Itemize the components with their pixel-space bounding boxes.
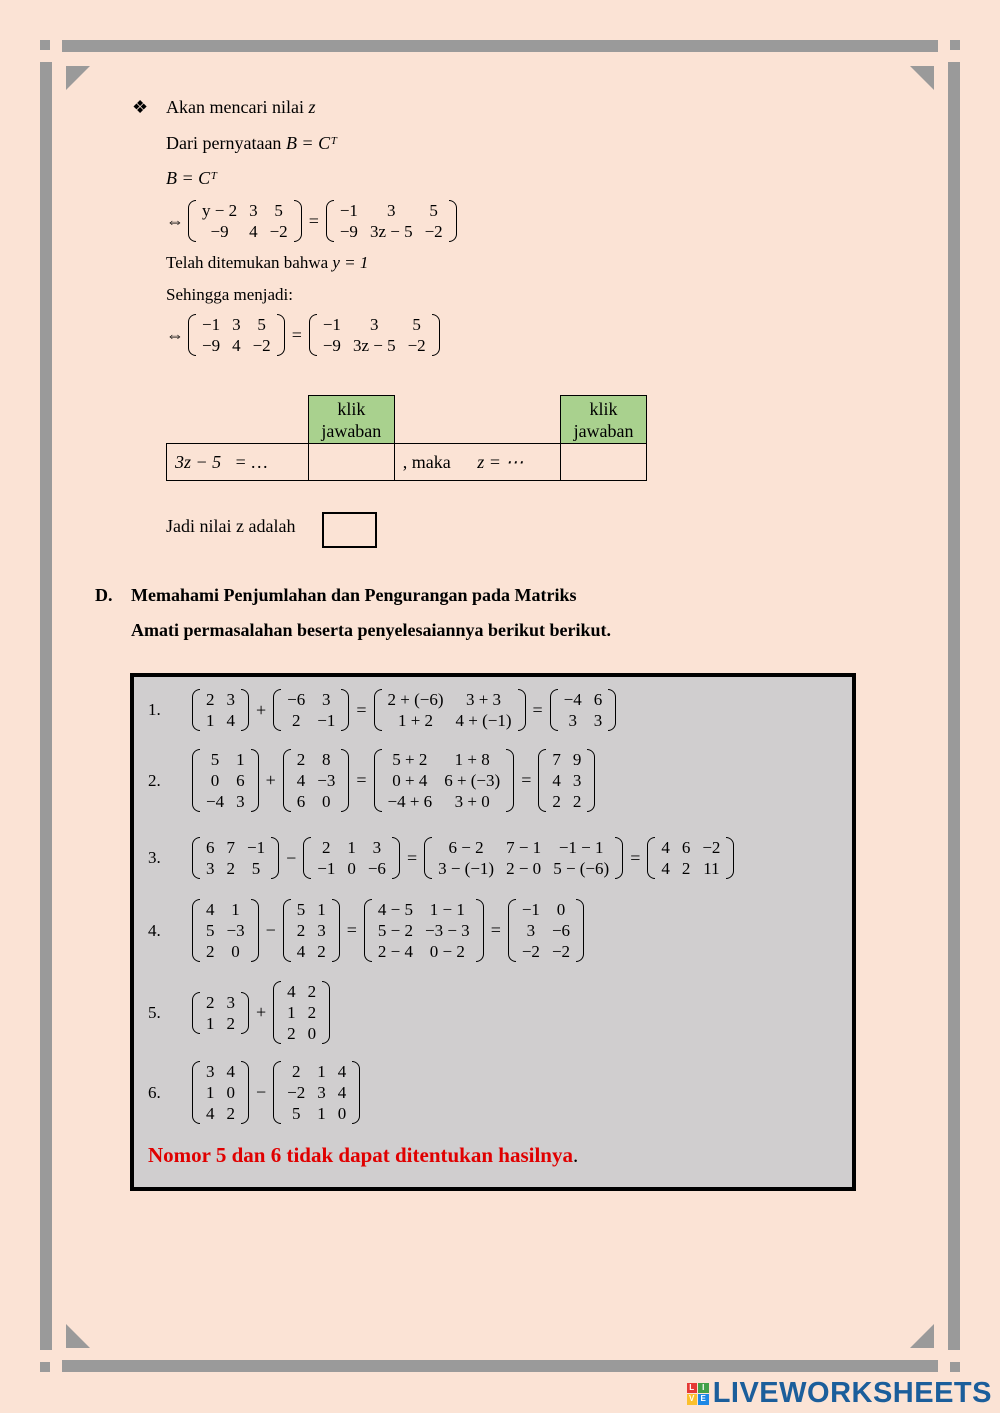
matrix-cell: 5 + 2 <box>392 750 428 769</box>
bracket-right <box>332 899 340 962</box>
equals-sign: = <box>356 770 367 790</box>
bracket-right <box>251 899 259 962</box>
matrix-cell: −1 <box>247 838 266 857</box>
liveworksheets-logo <box>687 1377 992 1410</box>
matrix-cell: −2 <box>269 222 288 241</box>
matrix-cell: 1 <box>317 1104 326 1123</box>
matrix-cell: 3 <box>322 690 331 709</box>
matrix-cell: 2 − 4 <box>377 942 413 961</box>
bracket-left <box>424 837 432 879</box>
matrix-cell: 4 <box>661 859 670 878</box>
bracket-right <box>271 837 279 879</box>
bracket-left <box>364 899 372 962</box>
matrix-cell: 2 <box>226 859 235 878</box>
matrix-b <box>303 837 400 879</box>
matrix-b-substituted <box>188 314 285 356</box>
matrix-cell: 1 <box>206 1013 215 1033</box>
matrix-cell: −1 <box>339 201 358 220</box>
matrix-cell: 5 <box>296 900 306 919</box>
answer-input-2[interactable] <box>561 444 647 481</box>
operator-sign: + <box>256 699 267 720</box>
matrix-b-left <box>188 200 302 242</box>
matrix-cell: 4 − 5 <box>377 900 413 919</box>
matrix-cell: −2 <box>551 942 571 961</box>
matrix-cell: 6 <box>236 771 245 790</box>
matrix-cell: 4 <box>661 838 670 857</box>
bracket-left <box>374 749 382 812</box>
matrix-cell: 4 <box>337 1062 347 1081</box>
found-equation: y = 1 <box>332 253 369 272</box>
matrix-cell: 3 + 3 <box>465 690 502 709</box>
matrix-c <box>374 749 515 812</box>
bracket-left <box>283 749 291 812</box>
matrix-cell: 6 <box>681 838 691 857</box>
equals-sign: = <box>356 699 367 720</box>
equals-sign: = <box>406 847 418 868</box>
equation-2 <box>166 314 440 356</box>
bracket-right <box>251 749 259 812</box>
bracket-left <box>538 749 546 812</box>
frame-triangle-br <box>910 1324 934 1348</box>
section-d-subtitle: Amati permasalahan beserta penyelesaiannya berikut berikut. <box>131 620 612 640</box>
from-statement <box>166 132 337 154</box>
matrix-cell: −3 − 3 <box>425 921 470 940</box>
logo-text: LIVEWORKSHEETS <box>712 1377 992 1409</box>
matrix-cell: 0 <box>337 1104 347 1123</box>
from-label: Dari pernyataan <box>166 133 282 153</box>
frame-left <box>40 62 52 1350</box>
matrix-cell: 3 <box>372 838 382 857</box>
bracket-right <box>241 1061 249 1124</box>
frame-triangle-tr <box>910 66 934 90</box>
matrix-cell: 5 <box>251 859 261 878</box>
matrix-cell: 3 <box>226 992 235 1012</box>
problem-5 <box>148 981 330 1044</box>
bullet-icon: ❖ <box>132 97 149 117</box>
frame-triangle-bl <box>66 1324 90 1348</box>
so-text: Sehingga menjadi: <box>166 285 294 304</box>
matrix-cell: 6 <box>296 792 306 811</box>
bracket-right <box>587 749 595 812</box>
matrix-cell: −4 <box>206 792 225 811</box>
matrix-cell: 2 <box>287 1024 296 1043</box>
found-statement <box>166 252 368 274</box>
equals-sign: = <box>521 770 532 790</box>
frame-top <box>62 40 938 52</box>
matrix-cell: 3 <box>206 859 215 878</box>
matrix-cell: −2 <box>424 222 443 241</box>
answer-table <box>166 395 647 481</box>
frame-right <box>948 62 960 1350</box>
bracket-left <box>326 200 334 242</box>
equation-1 <box>166 200 457 242</box>
bracket-left <box>303 837 311 879</box>
conclusion-input[interactable] <box>322 512 377 548</box>
matrix-cell: 5 <box>429 201 438 220</box>
matrix-cell: 1 <box>231 900 240 919</box>
equals-sign: = <box>630 847 641 868</box>
matrix-cell: 4 <box>226 1062 235 1081</box>
matrix-cell: 5 − 2 <box>377 921 413 940</box>
bracket-right <box>615 837 623 879</box>
matrix-cell: 5 <box>210 750 220 769</box>
bracket-left <box>550 689 558 731</box>
problem-number: 4. <box>148 920 161 940</box>
expr-left-cell <box>167 444 309 481</box>
matrix-cell: −1 <box>521 900 540 919</box>
equals-sign: = <box>532 699 543 720</box>
liveworksheets-logo-icon: L I V E <box>687 1383 709 1405</box>
matrix-cell: −1 <box>317 859 336 878</box>
matrix-cell: 7 <box>552 750 561 769</box>
operator-sign: − <box>286 847 297 868</box>
matrix-d <box>508 899 584 962</box>
problem-4 <box>148 899 584 962</box>
bracket-left <box>192 837 200 879</box>
bracket-right <box>608 689 616 731</box>
matrix-cell: 3 <box>317 1083 326 1102</box>
bracket-left <box>188 314 196 356</box>
matrix-cell: 5 <box>206 921 215 940</box>
bracket-right <box>277 314 285 356</box>
matrix-cell: 8 <box>322 750 331 769</box>
matrix-cell: 4 <box>296 771 306 790</box>
matrix-cell: 4 <box>249 222 258 241</box>
matrix-a <box>192 837 279 879</box>
bracket-left <box>273 981 281 1044</box>
matrix-d <box>550 689 617 731</box>
matrix-d <box>538 749 595 812</box>
matrix-cell: 0 <box>226 1083 235 1102</box>
bracket-right <box>241 689 249 731</box>
matrix-ct-right-2 <box>309 314 440 356</box>
bracket-right <box>518 689 526 731</box>
expr-right-cell <box>394 444 560 481</box>
matrix-cell: 7 − 1 <box>506 838 542 857</box>
equals-sign: = <box>346 920 357 940</box>
bracket-right <box>576 899 584 962</box>
matrix-cell: 6 <box>593 690 603 709</box>
matrix-cell: −9 <box>202 336 221 355</box>
note-main: Nomor 5 dan 6 tidak dapat ditentukan hasilnya <box>148 1143 573 1167</box>
matrix-cell: −4 <box>563 690 582 709</box>
equals-sign: = <box>308 210 319 231</box>
matrix-cell: 0 <box>307 1024 317 1043</box>
bracket-left <box>647 837 655 879</box>
matrix-cell: 0 <box>210 771 220 790</box>
matrix-cell: 4 <box>287 982 296 1001</box>
problem-number: 3. <box>148 848 161 867</box>
matrix-cell: 7 <box>226 838 235 857</box>
found-text: Telah ditemukan bahwa <box>166 253 329 272</box>
matrix-cell: 3 <box>249 201 258 220</box>
operator-sign: + <box>256 1002 267 1022</box>
matrix-cell: 6 + (−3) <box>444 771 501 790</box>
matrix-cell: 3 <box>232 315 241 334</box>
matrix-cell: 1 <box>317 1062 326 1081</box>
bracket-right <box>341 689 349 731</box>
matrix-ct-right <box>326 200 457 242</box>
matrix-cell: 4 <box>226 711 235 730</box>
matrix-cell: 4 + (−1) <box>455 711 512 730</box>
matrix-cell: 1 <box>236 750 245 769</box>
matrix-cell: 2 <box>296 921 306 940</box>
matrix-cell: 5 <box>257 315 266 334</box>
from-equation: B = Cᵀ <box>285 133 338 153</box>
bracket-left <box>374 689 382 731</box>
problem-2 <box>148 749 595 812</box>
frame-bottom <box>62 1360 938 1372</box>
bracket-left <box>192 992 200 1034</box>
matrix-cell: −9 <box>339 222 358 241</box>
find-z-heading <box>166 96 315 118</box>
matrix-cell: 2 <box>226 1013 235 1033</box>
iff-symbol-2: ⇔ <box>166 324 184 345</box>
frame-corner-br <box>950 1362 960 1372</box>
equals-sign: = <box>490 920 501 940</box>
matrix-b <box>283 899 340 962</box>
matrix-cell: 1 <box>287 1003 296 1022</box>
bracket-right <box>449 200 457 242</box>
matrix-cell: −2 <box>287 1083 306 1102</box>
matrix-a <box>192 899 259 962</box>
bracket-left <box>283 899 291 962</box>
matrix-cell: 6 − 2 <box>448 838 484 857</box>
bracket-left <box>192 1061 200 1124</box>
problem-number: 2. <box>148 770 161 790</box>
maka-text: , maka <box>402 451 451 472</box>
matrix-cell: 1 − 1 <box>429 900 465 919</box>
matrix-cell: 0 + 4 <box>392 771 428 790</box>
matrix-c <box>364 899 484 962</box>
matrix-b <box>283 749 350 812</box>
matrix-cell: 2 <box>322 838 331 857</box>
problem-6 <box>148 1061 360 1124</box>
operator-sign: − <box>265 920 276 940</box>
bracket-left <box>508 899 516 962</box>
bracket-right <box>392 837 400 879</box>
matrix-cell: 0 <box>322 792 331 811</box>
matrix-cell: 3 <box>317 921 326 940</box>
klik-jawaban-button-2[interactable]: klik jawaban <box>561 396 647 444</box>
matrix-cell: −2 <box>702 838 721 857</box>
matrix-cell: −1 <box>322 315 341 334</box>
matrix-b <box>273 689 349 731</box>
matrix-cell: 3 <box>226 690 235 709</box>
frame-corner-bl <box>40 1362 50 1372</box>
matrix-cell: 9 <box>572 750 582 769</box>
bracket-right <box>432 314 440 356</box>
matrix-cell: 4 <box>552 771 561 790</box>
bracket-right <box>294 200 302 242</box>
operator-sign: + <box>265 770 276 790</box>
matrix-cell: 3z − 5 <box>352 336 396 355</box>
bracket-right <box>352 1061 360 1124</box>
matrix-cell: −3 <box>226 921 245 940</box>
matrix-cell: 2 <box>291 711 301 730</box>
bracket-right <box>322 981 330 1044</box>
problem-number: 5. <box>148 1002 161 1022</box>
bracket-left <box>273 689 281 731</box>
section-d-letter: D. <box>95 585 113 605</box>
matrix-cell: −9 <box>322 336 341 355</box>
matrix-cell: 4 <box>232 336 241 355</box>
matrix-cell: 3 <box>206 1062 215 1081</box>
matrix-cell: −1 − 1 <box>558 838 604 857</box>
matrix-d <box>647 837 734 879</box>
matrix-cell: −3 <box>317 771 336 790</box>
matrix-cell: 2 − 0 <box>506 859 542 878</box>
matrix-cell: 2 + (−6) <box>387 690 444 709</box>
bracket-right <box>506 749 514 812</box>
matrix-a <box>192 1061 249 1124</box>
matrix-cell: 4 <box>206 1104 215 1123</box>
matrix-cell: 2 <box>226 1104 235 1123</box>
matrix-cell: 1 <box>317 900 326 919</box>
find-z-heading-text: Akan mencari nilai <box>166 97 304 117</box>
matrix-cell: 2 <box>206 942 215 961</box>
matrix-cell: 11 <box>703 859 720 878</box>
problem-number: 6. <box>148 1082 161 1102</box>
matrix-cell: 5 <box>412 315 421 334</box>
matrix-cell: 5 − (−6) <box>553 859 610 878</box>
klik-jawaban-button-1[interactable]: klik jawaban <box>308 396 394 444</box>
matrix-cell: 2 <box>206 690 215 709</box>
frame-corner-tr <box>950 40 960 50</box>
matrix-cell: 1 <box>206 1083 215 1102</box>
frame-triangle-tl <box>66 66 90 90</box>
matrix-b <box>273 981 330 1044</box>
conclusion-label: Jadi nilai z adalah <box>166 516 296 536</box>
matrix-cell: 5 <box>291 1104 301 1123</box>
matrix-a <box>192 749 259 812</box>
matrix-cell: y − 2 <box>202 201 238 220</box>
matrix-c <box>424 837 623 879</box>
bracket-left <box>192 899 200 962</box>
bracket-right <box>476 899 484 962</box>
note-period: . <box>572 1143 579 1167</box>
b-equals-ct: B = Cᵀ <box>166 168 218 188</box>
matrix-cell: 3 <box>593 711 603 730</box>
bracket-left <box>192 749 200 812</box>
expr-left-eq: = … <box>235 451 269 472</box>
expr-left: 3z − 5 <box>175 451 222 472</box>
matrix-a <box>192 689 249 731</box>
section-d-title: Memahami Penjumlahan dan Pengurangan pada Matriks <box>131 585 577 605</box>
frame-corner-tl <box>40 40 50 50</box>
problem-number: 1. <box>148 700 161 719</box>
matrix-cell: −2 <box>252 336 271 355</box>
matrix-cell: 1 <box>206 711 215 730</box>
matrix-cell: 0 <box>556 900 566 919</box>
equals-sign-2: = <box>291 324 302 345</box>
matrix-b <box>273 1061 360 1124</box>
matrix-cell: 3 + 0 <box>454 792 490 811</box>
problem-3 <box>148 837 734 879</box>
matrix-cell: 3z − 5 <box>369 222 413 241</box>
matrix-cell: 1 <box>347 838 356 857</box>
matrix-cell: −2 <box>407 336 426 355</box>
matrix-cell: 2 <box>291 1062 301 1081</box>
matrix-cell: 1 + 2 <box>397 711 434 730</box>
matrix-cell: −1 <box>317 711 336 730</box>
matrix-cell: 4 <box>337 1083 347 1102</box>
find-z-heading-var: z <box>308 97 316 117</box>
operator-sign: − <box>256 1082 267 1102</box>
bracket-left <box>273 1061 281 1124</box>
matrix-cell: 2 <box>317 942 326 961</box>
examples-panel <box>130 673 856 1191</box>
bracket-right <box>241 992 249 1034</box>
problem-1 <box>148 689 616 731</box>
iff-symbol: ⇔ <box>166 210 184 231</box>
matrix-cell: 5 <box>274 201 283 220</box>
matrix-cell: 2 <box>206 992 215 1012</box>
matrix-cell: 3 − (−1) <box>438 859 495 878</box>
matrix-c <box>374 689 526 731</box>
matrix-cell: 1 + 8 <box>454 750 490 769</box>
matrix-cell: 0 <box>231 942 240 961</box>
matrix-cell: 3 <box>526 921 536 940</box>
bracket-right <box>341 749 349 812</box>
matrix-a <box>192 992 249 1034</box>
matrix-cell: 2 <box>307 1003 317 1022</box>
matrix-cell: 0 <box>347 859 356 878</box>
matrix-cell: 3 <box>387 201 396 220</box>
matrix-cell: −1 <box>202 315 221 334</box>
matrix-cell: 2 <box>552 792 561 811</box>
matrix-cell: 2 <box>296 750 306 769</box>
matrix-cell: 3 <box>572 771 582 790</box>
matrix-cell: 2 <box>307 982 317 1001</box>
matrix-cell: −6 <box>287 690 306 709</box>
bracket-left <box>188 200 196 242</box>
matrix-cell: −6 <box>367 859 386 878</box>
matrix-cell: −4 + 6 <box>387 792 433 811</box>
matrix-cell: 3 <box>370 315 379 334</box>
bracket-right <box>726 837 734 879</box>
bracket-left <box>309 314 317 356</box>
matrix-cell: −2 <box>521 942 540 961</box>
expr-right: z = ⋯ <box>477 451 524 472</box>
matrix-cell: 6 <box>206 838 215 857</box>
matrix-cell: 3 <box>568 711 577 730</box>
matrix-cell: 4 <box>296 942 306 961</box>
matrix-cell: −9 <box>210 222 229 241</box>
note-text <box>148 1143 578 1168</box>
matrix-cell: 4 <box>206 900 215 919</box>
answer-input-1[interactable] <box>308 444 394 481</box>
matrix-cell: 2 <box>681 859 691 878</box>
bracket-left <box>192 689 200 731</box>
matrix-cell: −6 <box>551 921 571 940</box>
matrix-cell: 0 − 2 <box>429 942 465 961</box>
matrix-cell: 3 <box>236 792 245 811</box>
matrix-cell: 2 <box>572 792 582 811</box>
